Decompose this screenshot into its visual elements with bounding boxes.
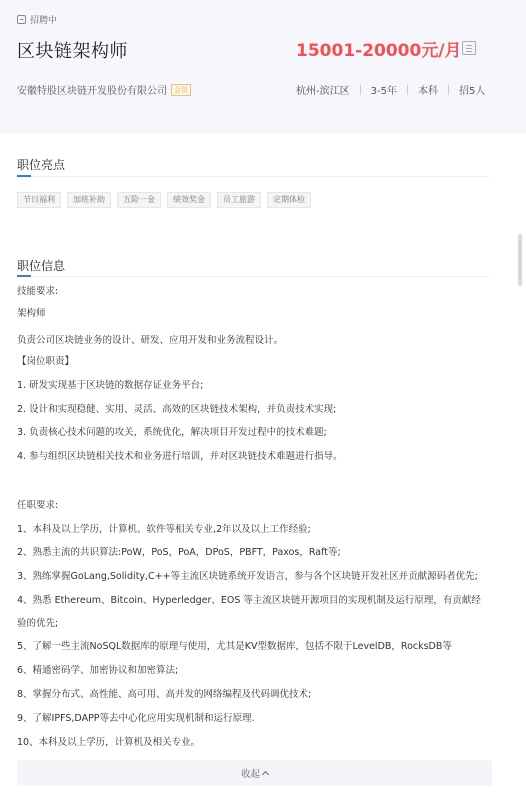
section-accent xyxy=(17,275,31,277)
chevron-up-icon xyxy=(262,771,269,778)
member-badge: 会员 xyxy=(171,84,191,96)
highlight-tag: 员工旅游 xyxy=(217,192,261,208)
highlights-title: 职位亮点 xyxy=(17,158,66,172)
company-info xyxy=(17,82,191,97)
company-name[interactable]: 安徽特股区块链开发股份有限公司 xyxy=(17,86,167,97)
description-line: 3、熟练掌握GoLang,Solidity,C++等主流区块链系统开发语言，参与各个区块链开发社区并贡献源码者优先; xyxy=(17,571,478,582)
description-line: 2. 设计和实现稳健、实用、灵活、高效的区块链技术架构，并负责技术实现; xyxy=(17,404,337,415)
highlight-tag: 节日福利 xyxy=(17,192,61,208)
collapse-label: 收起 xyxy=(240,769,260,780)
share-icon[interactable] xyxy=(462,41,476,55)
description-line: 4. 参与组织区块链相关技术和业务进行培训，并对区块链技术难题进行指导。 xyxy=(17,451,343,462)
divider xyxy=(407,85,408,95)
scrollbar[interactable] xyxy=(518,234,522,286)
highlight-tag: 定期体检 xyxy=(267,192,311,208)
job-experience: 3-5年 xyxy=(370,86,397,97)
highlight-tag: 五险一金 xyxy=(117,192,161,208)
description-line: 3. 负责核心技术问题的攻关，系统优化，解决项目开发过程中的技术难题; xyxy=(17,427,327,438)
salary: 15001-20000元/月 xyxy=(296,41,462,61)
description-line: 2、熟悉主流的共识算法:PoW，PoS，PoA，DPoS，PBFT，Paxos，Raft等; xyxy=(17,547,341,558)
info-title: 职位信息 xyxy=(17,259,66,273)
job-headcount: 招5人 xyxy=(458,86,486,97)
divider xyxy=(360,85,361,95)
job-header xyxy=(0,0,526,133)
description-line: 1、本科及以上学历，计算机、软件等相关专业,2年以及以上工作经验; xyxy=(17,524,311,535)
description-line: 6、精通密码学、加密协议和加密算法; xyxy=(17,665,179,676)
description-line: 9、了解IPFS,DAPP等去中心化应用实现机制和运行原理. xyxy=(17,713,255,724)
description-line: 任职要求: xyxy=(17,500,59,511)
job-title: 区块链架构师 xyxy=(17,41,128,62)
section-accent xyxy=(17,175,31,177)
section-divider xyxy=(17,276,489,277)
job-education: 本科 xyxy=(417,86,438,97)
description-line: 4、熟悉 Ethereum、Bitcoin、Hyperledger、EOS 等主流区块链开源项目的实现机制及运行原理，有贡献经 xyxy=(17,595,481,606)
description-line: 技能要求: xyxy=(17,286,59,297)
description-line: 8、掌握分布式、高性能、高可用、高并发的网络编程及代码调优技术; xyxy=(17,689,312,700)
status-icon xyxy=(17,15,26,24)
description-line: 5、了解一些主流NoSQL数据库的原理与使用，尤其是KV型数据库，包括不限于LevelDB，RocksDB等 xyxy=(17,641,452,652)
description-line: 验的优先; xyxy=(17,618,59,629)
description-line: 【岗位职责】 xyxy=(17,356,75,367)
status-label: 招聘中 xyxy=(30,16,58,26)
job-location: 杭州-滨江区 xyxy=(296,86,350,97)
description-line: 10、本科及以上学历，计算机及相关专业。 xyxy=(17,737,201,748)
recruiting-status xyxy=(17,13,57,26)
divider xyxy=(448,85,449,95)
highlight-tag: 绩效奖金 xyxy=(167,192,211,208)
highlight-tags xyxy=(17,192,311,208)
section-divider xyxy=(17,176,489,177)
description-line: 1. 研发实现基于区块链的数据存证业务平台; xyxy=(17,380,204,391)
collapse-button[interactable] xyxy=(17,760,492,786)
description-line: 负责公司区块链业务的设计、研发、应用开发和业务流程设计。 xyxy=(17,335,284,346)
description-line: 架构师 xyxy=(17,308,46,319)
job-meta xyxy=(296,82,485,97)
highlight-tag: 加班补助 xyxy=(67,192,111,208)
